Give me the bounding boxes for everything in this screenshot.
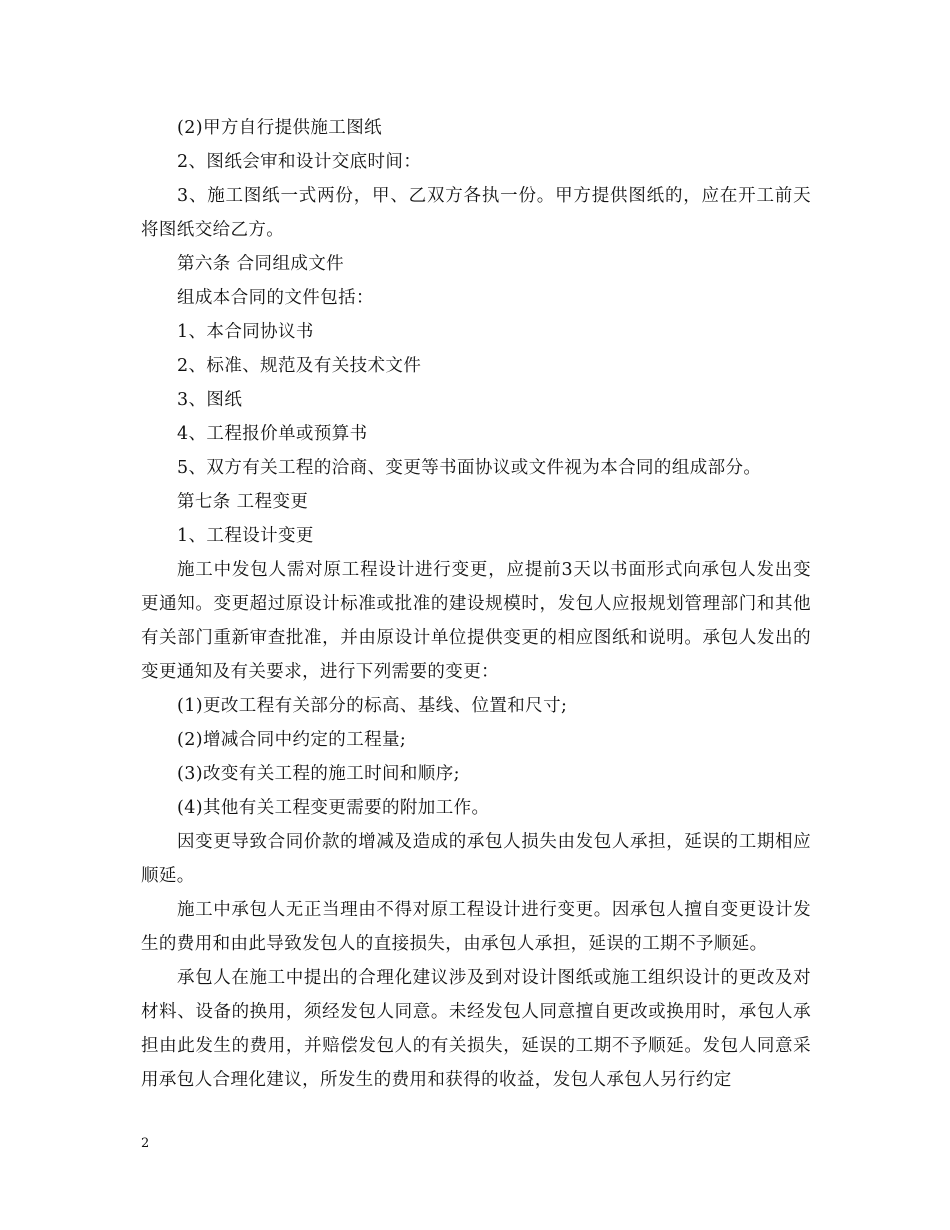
- paragraph-18: 因变更导致合同价款的增减及造成的承包人损失由发包人承担，延误的工期相应顺延。: [141, 832, 811, 886]
- change-item-3: (3)改变有关工程的施工时间和顺序;: [177, 764, 460, 784]
- list-item-3: 3、图纸: [177, 390, 243, 410]
- paragraph-20: 承包人在施工中提出的合理化建议涉及到对设计图纸或施工组织设计的更改及对材料、设备的换用，须经发包人同意。未经发包人同意擅自更改或换用时，承包人承担由此发生的费用，并赔偿发包人的有关损失，延误的工期不予顺延。发包人同意采用承包人合理化建议，所发生的费用和获得的收益，发包人承包人另行约定: [141, 968, 811, 1090]
- section-heading-article-7: 第七条 工程变更: [177, 492, 309, 512]
- subsection-heading-design-change: 1、工程设计变更: [177, 526, 314, 546]
- list-item-5: 5、双方有关工程的洽商、变更等书面协议或文件视为本合同的组成部分。: [177, 458, 762, 478]
- page-number: 2: [141, 1136, 150, 1151]
- paragraph-3: 3、施工图纸一式两份，甲、乙双方各执一份。甲方提供图纸的，应在开工前天将图纸交给乙方。: [141, 186, 811, 240]
- paragraph-19: 施工中承包人无正当理由不得对原工程设计进行变更。因承包人擅自变更设计发生的费用和由此导致发包人的直接损失，由承包人承担，延误的工期不予顺延。: [141, 900, 811, 954]
- paragraph-2: 2、图纸会审和设计交底时间：: [177, 152, 422, 172]
- change-item-4: (4)其他有关工程变更需要的附加工作。: [177, 798, 490, 818]
- change-item-1: (1)更改工程有关部分的标高、基线、位置和尺寸;: [177, 696, 568, 716]
- paragraph-1: (2)甲方自行提供施工图纸: [177, 118, 382, 138]
- change-item-2: (2)增减合同中约定的工程量;: [177, 730, 407, 750]
- document-body: [141, 111, 811, 1097]
- list-item-2: 2、标准、规范及有关技术文件: [177, 356, 422, 376]
- paragraph-5: 组成本合同的文件包括：: [177, 288, 374, 308]
- paragraph-13: 施工中发包人需对原工程设计进行变更，应提前3天以书面形式向承包人发出变更通知。变更超过原设计标准或批准的建设规模时，发包人应报规划管理部门和其他有关部门重新审查批准，并由原设计单位提供变更的相应图纸和说明。承包人发出的变更通知及有关要求，进行下列需要的变更：: [141, 560, 811, 682]
- list-item-4: 4、工程报价单或预算书: [177, 424, 368, 444]
- section-heading-article-6: 第六条 合同组成文件: [177, 254, 345, 274]
- list-item-1: 1、本合同协议书: [177, 322, 314, 342]
